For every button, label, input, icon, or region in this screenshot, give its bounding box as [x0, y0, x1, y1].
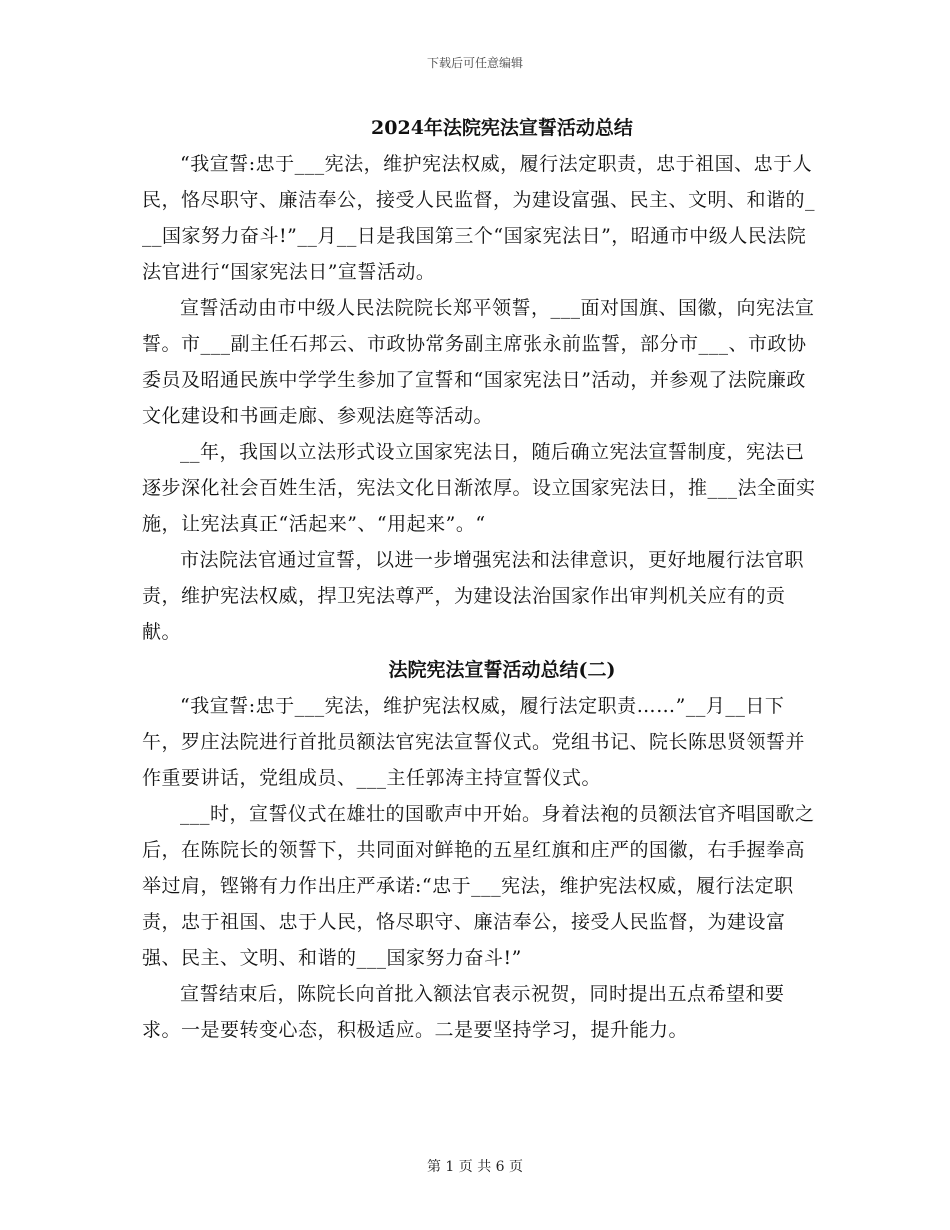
- paragraph: 市法院法官通过宣誓，以进一步增强宪法和法律意识，更好地履行法官职责，维护宪法权威，捍卫宪法尊严，为建设法治国家作出审判机关应有的贡献。: [142, 549, 805, 643]
- paragraph: 宣誓结束后，陈院长向首批入额法官表示祝贺，同时提出五点希望和要求。一是要转变心态，积极适应。二是要坚持学习，提升能力。: [142, 983, 785, 1041]
- paragraph: “我宣誓:忠于___宪法，维护宪法权威，履行法定职责，忠于祖国、忠于人民，恪尽职守、廉洁奉公，接受人民监督，为建设富强、民主、文明、和谐的___国家努力奋斗!”__月__日是我国第三个“国家宪法日”，昭通市中级人民法院法官进行“国家宪法日”宣誓活动。: [142, 153, 816, 283]
- paragraph: ___时，宣誓仪式在雄壮的国歌声中开始。身着法袍的员额法官齐唱国歌之后，在陈院长的领誓下，共同面对鲜艳的五星红旗和庄严的国徽，右手握拳高举过肩，铿锵有力作出庄严承诺:“忠于___宪法，维护宪法权威，履行法定职责，忠于祖国、忠于人民，恪尽职守、廉洁奉公，接受人民监督，为建设富强、民主、文明、和谐的___国家努力奋斗!”: [142, 803, 815, 969]
- document-body: [142, 110, 822, 1048]
- paragraph: 宣誓活动由市中级人民法院院长郑平领誓，___面对国旗、国徽，向宪法宣誓。市___副主任石邦云、市政协常务副主席张永前监誓，部分市___、市政协委员及昭通民族中学学生参加了宣誓和“国家宪法日”活动，并参观了法院廉政文化建设和书画走廊、参观法庭等活动。: [142, 297, 815, 427]
- section-title: 法院宪法宣誓活动总结(二): [388, 659, 616, 681]
- paragraph: “我宣誓:忠于___宪法，维护宪法权威，履行法定职责……”__月__日下午，罗庄法院进行首批员额法官宪法宣誓仪式。党组书记、院长陈思贤领誓并作重要讲话，党组成员、___主任郭涛主持宣誓仪式。: [142, 695, 806, 789]
- paragraph: __年，我国以立法形式设立国家宪法日，随后确立宪法宣誓制度，宪法已逐步深化社会百姓生活，宪法文化日渐浓厚。设立国家宪法日，推___法全面实施，让宪法真正“活起来”、“用起来”。“: [142, 441, 816, 535]
- document-title: 2024年法院宪法宣誓活动总结: [371, 117, 633, 139]
- header-note: 下载后可任意编辑: [426, 56, 523, 70]
- page-number: 第 1 页 共 6 页: [426, 1159, 524, 1175]
